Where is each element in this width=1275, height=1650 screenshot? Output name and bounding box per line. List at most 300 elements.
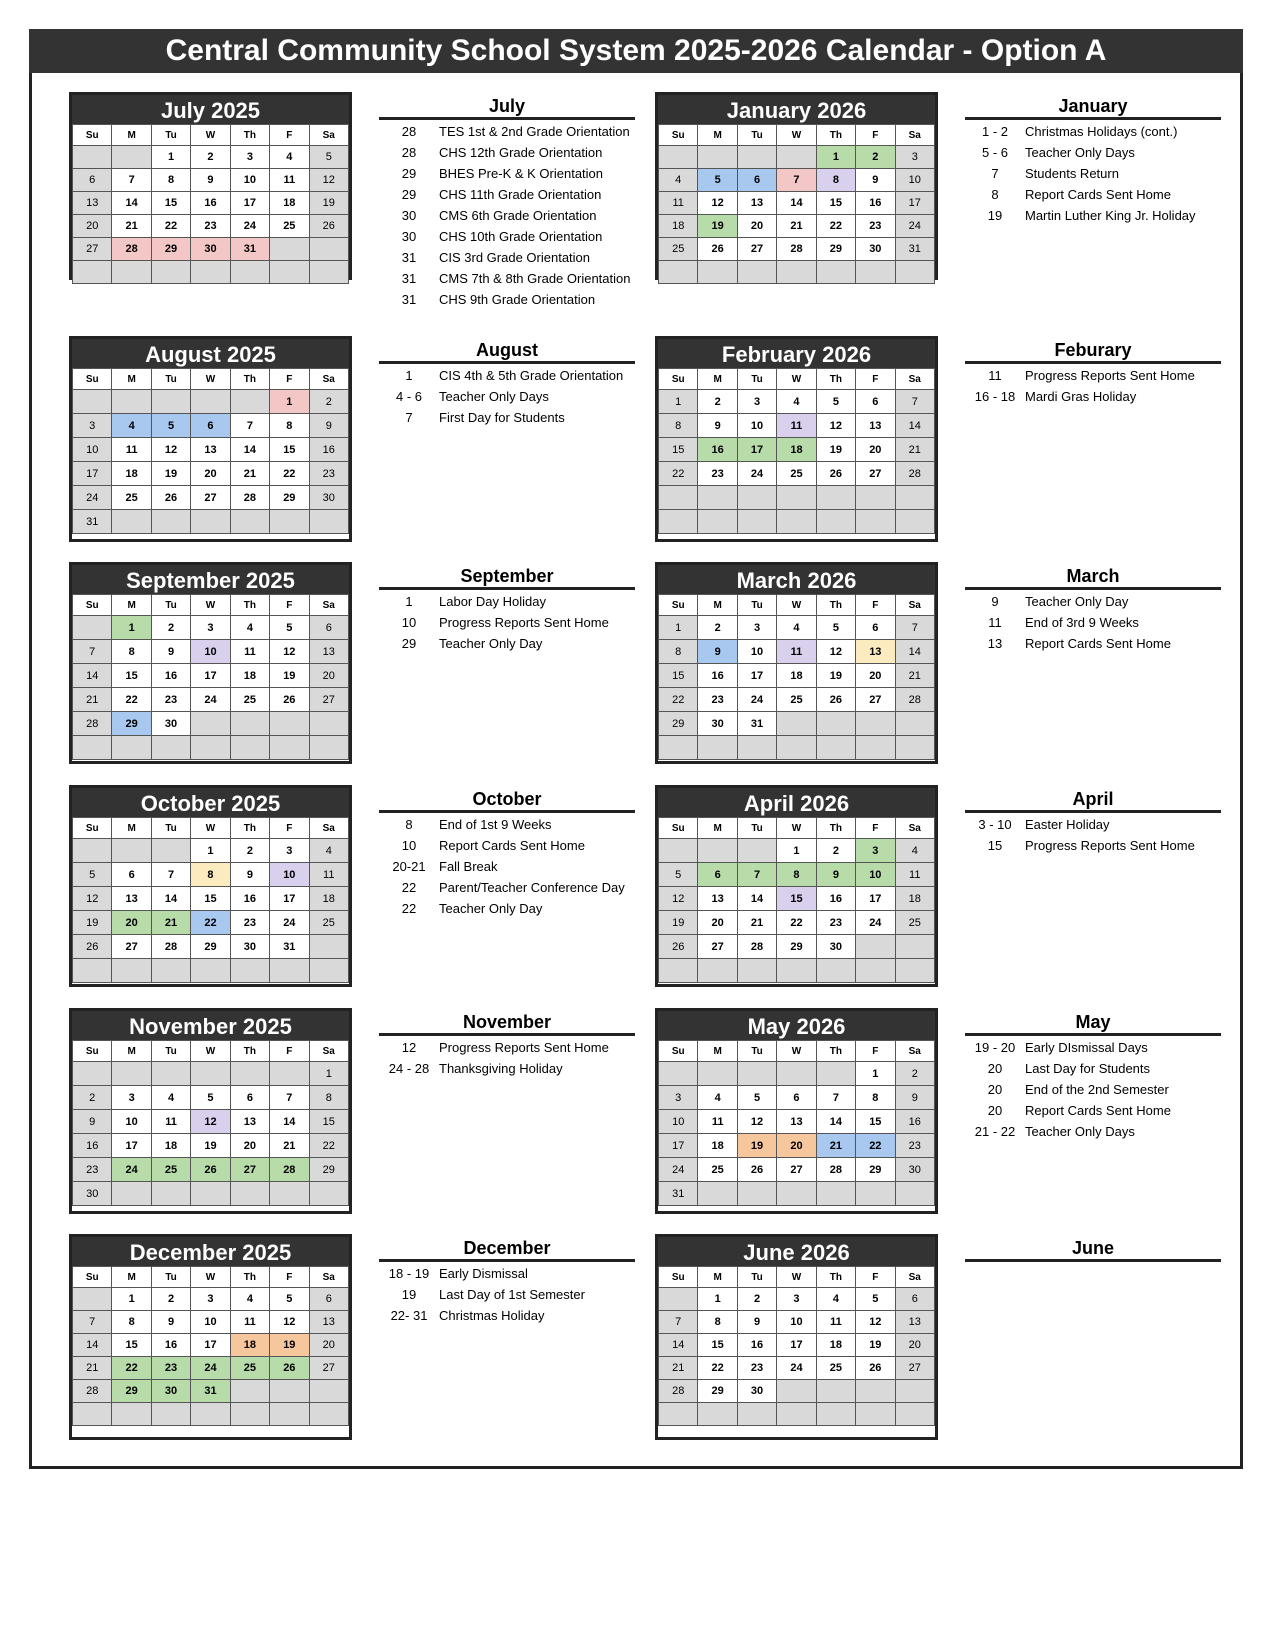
weekday-header: Sa	[309, 125, 348, 146]
day-cell: 3	[895, 146, 934, 169]
day-cell: 9	[698, 414, 737, 438]
weekday-header: Th	[230, 1267, 269, 1288]
event-item	[379, 165, 635, 183]
day-cell: 27	[73, 238, 112, 261]
event-description: Report Cards Sent Home	[439, 838, 585, 853]
day-cell: 22	[191, 911, 230, 935]
event-item	[379, 186, 635, 204]
event-date: 20	[987, 1082, 1003, 1097]
empty-day-cell	[309, 1403, 348, 1426]
day-cell: 21	[816, 1134, 855, 1158]
day-cell: 9	[698, 640, 737, 664]
empty-day-cell	[737, 510, 776, 534]
day-cell: 17	[895, 192, 934, 215]
day-cell: 5	[270, 1288, 309, 1311]
event-item	[965, 388, 1221, 406]
day-cell: 20	[698, 911, 737, 935]
event-item	[379, 270, 635, 288]
event-date: 5 - 6	[981, 145, 1008, 160]
event-description: CMS 6th Grade Orientation	[439, 208, 597, 223]
day-cell: 14	[112, 192, 151, 215]
day-cell: 17	[856, 887, 895, 911]
event-item	[965, 837, 1221, 855]
day-cell: 10	[856, 863, 895, 887]
event-date: 29	[401, 166, 417, 181]
event-description: Early Dismissal	[439, 1266, 528, 1281]
day-cell: 28	[895, 688, 934, 712]
day-cell: 27	[112, 935, 151, 959]
day-cell: 27	[191, 486, 230, 510]
day-cell: 17	[191, 1334, 230, 1357]
day-cell: 13	[856, 640, 895, 664]
event-description: Christmas Holidays (cont.)	[1025, 124, 1178, 139]
day-cell: 23	[191, 215, 230, 238]
event-item	[379, 409, 635, 427]
weekday-header: F	[270, 369, 309, 390]
day-cell: 12	[659, 887, 698, 911]
event-item	[965, 165, 1221, 183]
empty-day-cell	[816, 261, 855, 284]
weekday-header: Sa	[895, 818, 934, 839]
day-cell: 9	[230, 863, 269, 887]
day-cell: 16	[856, 192, 895, 215]
weekday-header: F	[856, 595, 895, 616]
weekday-header: Tu	[737, 1041, 776, 1062]
day-cell: 16	[230, 887, 269, 911]
day-cell: 25	[777, 462, 816, 486]
day-cell: 8	[659, 414, 698, 438]
day-cell: 9	[816, 863, 855, 887]
day-cell: 25	[230, 1357, 269, 1380]
event-item	[965, 144, 1221, 162]
empty-day-cell	[856, 261, 895, 284]
day-cell: 20	[895, 1334, 934, 1357]
day-cell: 10	[737, 640, 776, 664]
weekday-header: Th	[816, 595, 855, 616]
event-date: 3 - 10	[978, 817, 1012, 832]
weekday-header: W	[191, 1041, 230, 1062]
weekday-header: Su	[73, 369, 112, 390]
day-cell: 10	[895, 169, 934, 192]
weekday-header: Tu	[737, 125, 776, 146]
day-cell: 2	[191, 146, 230, 169]
day-cell: 7	[270, 1086, 309, 1110]
weekday-header: M	[112, 1041, 151, 1062]
day-cell: 19	[816, 664, 855, 688]
day-cell: 27	[777, 1158, 816, 1182]
day-cell: 12	[309, 169, 348, 192]
day-cell: 2	[698, 616, 737, 640]
day-cell: 1	[777, 839, 816, 863]
weekday-header: Th	[230, 369, 269, 390]
event-description: CHS 12th Grade Orientation	[439, 145, 603, 160]
event-date: 31	[401, 271, 417, 286]
event-item	[965, 816, 1221, 834]
month-calendar-october-2025	[69, 785, 352, 987]
empty-day-cell	[309, 1380, 348, 1403]
empty-day-cell	[230, 712, 269, 736]
event-date: 31	[401, 292, 417, 307]
event-date: 21 - 22	[974, 1124, 1016, 1139]
day-cell: 17	[737, 438, 776, 462]
empty-day-cell	[737, 1062, 776, 1086]
empty-day-cell	[737, 959, 776, 983]
day-cell: 21	[737, 911, 776, 935]
day-cell: 31	[737, 712, 776, 736]
day-cell: 25	[270, 215, 309, 238]
day-cell: 29	[309, 1158, 348, 1182]
day-cell: 1	[659, 616, 698, 640]
empty-day-cell	[659, 1288, 698, 1311]
day-cell: 17	[73, 462, 112, 486]
month-calendar-may-2026	[655, 1008, 938, 1214]
event-date: 19	[401, 1287, 417, 1302]
day-cell: 15	[270, 438, 309, 462]
weekday-header: F	[270, 125, 309, 146]
day-cell: 6	[856, 616, 895, 640]
day-cell: 18	[270, 192, 309, 215]
day-cell: 4	[230, 616, 269, 640]
day-cell: 11	[777, 640, 816, 664]
weekday-header: Su	[659, 369, 698, 390]
day-cell: 13	[737, 192, 776, 215]
day-cell: 30	[73, 1182, 112, 1206]
empty-day-cell	[698, 486, 737, 510]
day-cell: 16	[737, 1334, 776, 1357]
event-description: Last Day for Students	[1025, 1061, 1151, 1076]
event-description: CIS 3rd Grade Orientation	[439, 250, 591, 265]
day-cell: 3	[737, 390, 776, 414]
event-date: 8	[405, 817, 413, 832]
empty-day-cell	[856, 935, 895, 959]
events-title: April	[965, 788, 1221, 813]
events-list-august-2025	[379, 339, 635, 427]
day-cell: 11	[270, 169, 309, 192]
event-date: 12	[401, 1040, 417, 1055]
empty-day-cell	[816, 959, 855, 983]
day-cell: 9	[151, 1311, 190, 1334]
day-cell: 30	[698, 712, 737, 736]
day-cell: 17	[112, 1134, 151, 1158]
day-cell: 15	[112, 664, 151, 688]
empty-day-cell	[777, 1062, 816, 1086]
weekday-header: Sa	[309, 1267, 348, 1288]
event-description: Labor Day Holiday	[439, 594, 546, 609]
day-cell: 8	[777, 863, 816, 887]
day-cell: 7	[895, 616, 934, 640]
event-date: 15	[987, 838, 1003, 853]
day-cell: 21	[270, 1134, 309, 1158]
day-cell: 29	[777, 935, 816, 959]
weekday-header: Su	[659, 1041, 698, 1062]
month-calendar-january-2026	[655, 92, 938, 280]
day-cell: 24	[777, 1357, 816, 1380]
day-cell: 8	[112, 1311, 151, 1334]
empty-day-cell	[856, 736, 895, 760]
day-cell: 3	[191, 1288, 230, 1311]
day-cell: 23	[698, 688, 737, 712]
event-item	[379, 1265, 635, 1283]
month-title: May 2026	[658, 1011, 935, 1040]
event-date: 28	[401, 124, 417, 139]
day-cell: 18	[112, 462, 151, 486]
day-cell: 13	[309, 1311, 348, 1334]
day-cell: 27	[856, 688, 895, 712]
day-cell: 21	[73, 1357, 112, 1380]
day-cell: 23	[73, 1158, 112, 1182]
events-list-october-2025	[379, 788, 635, 918]
day-cell: 2	[698, 390, 737, 414]
day-cell: 29	[816, 238, 855, 261]
weekday-header: F	[270, 595, 309, 616]
weekday-header: F	[856, 369, 895, 390]
day-cell: 19	[270, 664, 309, 688]
day-cell: 6	[309, 616, 348, 640]
weekday-header: Su	[659, 818, 698, 839]
empty-day-cell	[895, 935, 934, 959]
event-item	[379, 1307, 635, 1325]
day-cell: 3	[270, 839, 309, 863]
events-list-march-2026	[965, 565, 1221, 653]
event-date: 19	[987, 208, 1003, 223]
empty-day-cell	[112, 839, 151, 863]
day-cell: 8	[659, 640, 698, 664]
day-cell: 20	[856, 438, 895, 462]
weekday-header: Su	[659, 1267, 698, 1288]
weekday-header: M	[698, 595, 737, 616]
empty-day-cell	[737, 839, 776, 863]
day-cell: 18	[895, 887, 934, 911]
day-cell: 13	[112, 887, 151, 911]
empty-day-cell	[659, 1403, 698, 1426]
event-item	[379, 367, 635, 385]
empty-day-cell	[816, 1062, 855, 1086]
event-description: Fall Break	[439, 859, 498, 874]
event-description: BHES Pre-K & K Orientation	[439, 166, 604, 181]
weekday-header: F	[856, 1041, 895, 1062]
empty-day-cell	[895, 1403, 934, 1426]
day-cell: 24	[856, 911, 895, 935]
event-description: CHS 9th Grade Orientation	[439, 292, 596, 307]
day-cell: 14	[895, 414, 934, 438]
day-cell: 20	[73, 215, 112, 238]
weekday-header: Sa	[309, 595, 348, 616]
empty-day-cell	[659, 959, 698, 983]
day-cell: 27	[737, 238, 776, 261]
day-cell: 9	[73, 1110, 112, 1134]
day-cell: 15	[112, 1334, 151, 1357]
empty-day-cell	[112, 261, 151, 284]
day-cell: 21	[230, 462, 269, 486]
day-cell: 7	[777, 169, 816, 192]
event-date: 9	[991, 594, 999, 609]
day-cell: 1	[856, 1062, 895, 1086]
day-cell: 1	[698, 1288, 737, 1311]
day-cell: 1	[151, 146, 190, 169]
day-cell: 12	[191, 1110, 230, 1134]
day-cell: 28	[73, 712, 112, 736]
day-cell: 15	[816, 192, 855, 215]
empty-day-cell	[777, 510, 816, 534]
day-cell: 3	[777, 1288, 816, 1311]
event-date: 8	[991, 187, 999, 202]
empty-day-cell	[698, 1182, 737, 1206]
day-cell: 12	[270, 640, 309, 664]
day-cell: 19	[73, 911, 112, 935]
weekday-header: M	[112, 818, 151, 839]
event-item	[379, 635, 635, 653]
empty-day-cell	[659, 1062, 698, 1086]
day-cell: 19	[816, 438, 855, 462]
day-cell: 25	[151, 1158, 190, 1182]
day-cell: 5	[737, 1086, 776, 1110]
event-item	[379, 614, 635, 632]
weekday-header: W	[191, 595, 230, 616]
empty-day-cell	[659, 486, 698, 510]
empty-day-cell	[270, 510, 309, 534]
empty-day-cell	[659, 261, 698, 284]
weekday-header: Tu	[737, 369, 776, 390]
day-cell: 16	[895, 1110, 934, 1134]
weekday-header: Su	[73, 818, 112, 839]
event-item	[965, 1060, 1221, 1078]
event-description: Report Cards Sent Home	[1025, 187, 1171, 202]
event-date: 13	[987, 636, 1003, 651]
day-cell: 11	[230, 640, 269, 664]
empty-day-cell	[191, 510, 230, 534]
weekday-header: M	[698, 125, 737, 146]
day-cell: 29	[112, 1380, 151, 1403]
day-cell: 2	[895, 1062, 934, 1086]
event-description: Progress Reports Sent Home	[439, 1040, 609, 1055]
day-cell: 20	[230, 1134, 269, 1158]
event-date: 29	[401, 636, 417, 651]
empty-day-cell	[309, 935, 348, 959]
weekday-header: F	[856, 125, 895, 146]
event-date: 31	[401, 250, 417, 265]
month-title: December 2025	[72, 1237, 349, 1266]
day-cell: 9	[737, 1311, 776, 1334]
day-cell: 26	[737, 1158, 776, 1182]
day-cell: 21	[895, 438, 934, 462]
day-cell: 29	[151, 238, 190, 261]
day-cell: 14	[816, 1110, 855, 1134]
day-cell: 15	[856, 1110, 895, 1134]
events-title: August	[379, 339, 635, 364]
empty-day-cell	[270, 736, 309, 760]
event-description: Teacher Only Day	[439, 901, 543, 916]
empty-day-cell	[816, 1182, 855, 1206]
day-cell: 14	[270, 1110, 309, 1134]
day-cell: 8	[698, 1311, 737, 1334]
day-cell: 16	[309, 438, 348, 462]
day-cell: 9	[309, 414, 348, 438]
weekday-header: Tu	[737, 1267, 776, 1288]
day-cell: 4	[659, 169, 698, 192]
empty-day-cell	[230, 261, 269, 284]
day-cell: 31	[659, 1182, 698, 1206]
day-cell: 1	[270, 390, 309, 414]
event-description: Easter Holiday	[1025, 817, 1110, 832]
empty-day-cell	[737, 146, 776, 169]
empty-day-cell	[270, 1403, 309, 1426]
empty-day-cell	[112, 1182, 151, 1206]
day-cell: 13	[698, 887, 737, 911]
day-cell: 15	[151, 192, 190, 215]
month-title: August 2025	[72, 339, 349, 368]
empty-day-cell	[112, 390, 151, 414]
weekday-header: Tu	[151, 369, 190, 390]
empty-day-cell	[191, 1182, 230, 1206]
empty-day-cell	[856, 959, 895, 983]
empty-day-cell	[73, 261, 112, 284]
day-cell: 19	[151, 462, 190, 486]
day-cell: 2	[230, 839, 269, 863]
month-calendar-march-2026	[655, 562, 938, 764]
day-cell: 6	[191, 414, 230, 438]
empty-day-cell	[230, 510, 269, 534]
event-date: 1	[405, 368, 413, 383]
empty-day-cell	[151, 1182, 190, 1206]
day-cell: 8	[191, 863, 230, 887]
event-item	[965, 1102, 1221, 1120]
weekday-header: Th	[230, 125, 269, 146]
weekday-header: W	[777, 125, 816, 146]
day-cell: 5	[816, 390, 855, 414]
empty-day-cell	[895, 959, 934, 983]
empty-day-cell	[73, 1403, 112, 1426]
event-description: Teacher Only Day	[1025, 594, 1129, 609]
events-list-september-2025	[379, 565, 635, 653]
day-cell: 22	[270, 462, 309, 486]
day-cell: 13	[895, 1311, 934, 1334]
day-cell: 11	[698, 1110, 737, 1134]
day-cell: 14	[151, 887, 190, 911]
day-cell: 19	[698, 215, 737, 238]
day-cell: 7	[659, 1311, 698, 1334]
event-item	[379, 388, 635, 406]
empty-day-cell	[816, 486, 855, 510]
day-cell: 25	[698, 1158, 737, 1182]
day-cell: 22	[309, 1134, 348, 1158]
day-cell: 9	[895, 1086, 934, 1110]
empty-day-cell	[151, 1403, 190, 1426]
day-cell: 26	[856, 1357, 895, 1380]
day-cell: 20	[191, 462, 230, 486]
day-cell: 6	[895, 1288, 934, 1311]
day-cell: 11	[309, 863, 348, 887]
empty-day-cell	[777, 736, 816, 760]
empty-day-cell	[112, 1062, 151, 1086]
events-title: January	[965, 95, 1221, 120]
day-cell: 13	[73, 192, 112, 215]
day-cell: 25	[112, 486, 151, 510]
day-cell: 18	[309, 887, 348, 911]
day-cell: 11	[895, 863, 934, 887]
day-cell: 4	[777, 390, 816, 414]
weekday-header: Tu	[151, 125, 190, 146]
empty-day-cell	[856, 510, 895, 534]
empty-day-cell	[230, 1403, 269, 1426]
day-cell: 10	[191, 640, 230, 664]
day-cell: 6	[309, 1288, 348, 1311]
empty-day-cell	[698, 1403, 737, 1426]
day-cell: 30	[816, 935, 855, 959]
day-cell: 14	[895, 640, 934, 664]
day-cell: 24	[112, 1158, 151, 1182]
day-cell: 31	[270, 935, 309, 959]
event-date: 18 - 19	[388, 1266, 430, 1281]
